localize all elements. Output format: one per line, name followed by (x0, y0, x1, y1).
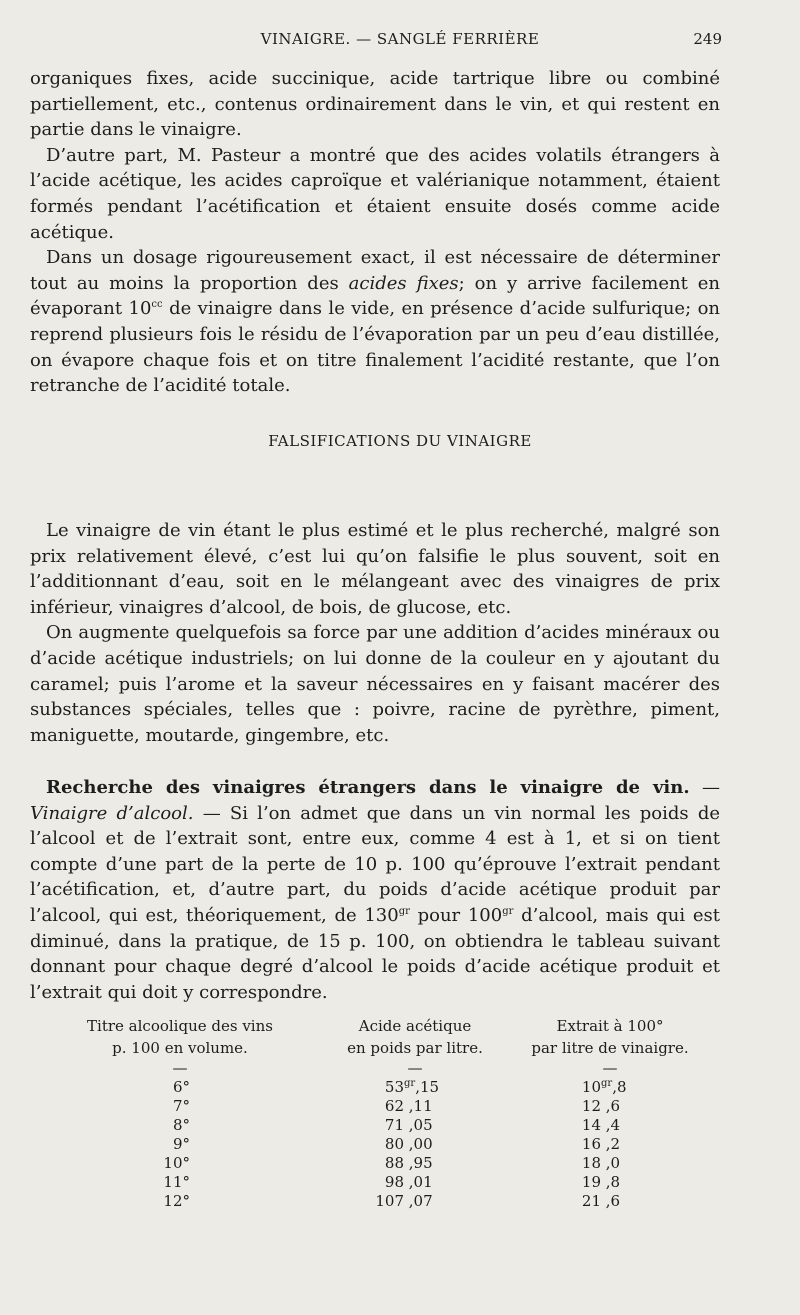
running-title: VINAIGRE. — SANGLÉ FERRIÈRE (260, 30, 540, 48)
cell-integer: 12 (581, 1097, 601, 1115)
column-header-alcohol (80, 1015, 280, 1077)
cell-extract (565, 1097, 620, 1116)
text-span: pour 100 (409, 904, 503, 926)
header-line: Titre alcoolique des vins (87, 1017, 273, 1035)
cell-decimal: ,95 (404, 1154, 433, 1172)
cell-integer: 53 (384, 1078, 404, 1096)
cell-integer: 10 (581, 1078, 601, 1096)
section-title: FALSIFICATIONS DU VINAIGRE (268, 432, 532, 450)
cell-integer: 18 (581, 1154, 601, 1172)
cell-decimal: ,0 (601, 1154, 621, 1172)
page-number: 249 (693, 30, 722, 48)
cell-acetic-acid (360, 1078, 439, 1097)
cell-extract (565, 1192, 620, 1211)
text-span: — (689, 777, 720, 798)
paragraph-dosage (30, 245, 720, 399)
header-line: Acide acétique (358, 1017, 472, 1035)
cell-acetic-acid (360, 1173, 433, 1192)
cell-decimal: ,6 (601, 1192, 621, 1210)
cell-alcohol-degree: 7° (172, 1097, 190, 1115)
cell-integer: 71 (384, 1116, 404, 1134)
intro-text (30, 66, 720, 399)
text-span: de vinaigre dans le vide, en présence d’acide sulfurique; on reprend plusieurs fois le résidu de l’évaporation par un peu d’eau distillée, on évapore chaque fois et on titre finalement l’acidité restante, que l’on retranche de l’acidité totale. (30, 298, 720, 397)
text-span: — Si l’on admet que dans un vin normal les poids de l’alcool et de l’extrait sont, entre eux, comme 4 est à 1, et si on tient compte d’une part de la perte de 10 p. 100 qu’éprouve l’extrait pendant l’acétification, et, d’autre part, du poids d’acide acétique produit par l’alcool, qui est, théoriquement, de 130 (30, 802, 720, 926)
cell-decimal: ,15 (415, 1078, 440, 1096)
cell-acetic-acid (360, 1135, 433, 1154)
paragraph-additions: On augmente quelquefois sa force par une addition d’acides minéraux ou d’acide acétique industriels; on lui donne de la couleur en y ajoutant du caramel; puis l’arome et la saveur nécessaires en y faisant macérer des substances spéciales, telles que : poivre, racine de pyrèthre, piment, maniguette, moutarde, gingembre, etc. (30, 622, 720, 746)
header-line: Extrait à 100° (556, 1017, 664, 1035)
cell-integer: 80 (384, 1135, 404, 1153)
cell-extract (565, 1173, 620, 1192)
cell-integer: 88 (384, 1154, 404, 1172)
cell-alcohol-degree: 8° (172, 1116, 190, 1134)
cell-acetic-acid (360, 1097, 433, 1116)
header-line: en poids par litre. (347, 1039, 483, 1057)
cell-decimal: ,05 (404, 1116, 433, 1134)
cell-acetic-acid (360, 1154, 433, 1173)
text-span: ; on y arrive facilement en évaporant 10 (30, 272, 720, 320)
cell-integer: 19 (581, 1173, 601, 1191)
cell-integer: 16 (581, 1135, 601, 1153)
header-dash: — (172, 1059, 188, 1077)
paragraph-pasteur: D’autre part, M. Pasteur a montré que des acides volatils étrangers à l’acide acétique, les acides caproïque et valérianique notamment, étaient formés pendant l’acétification et étaient ensuite dosés comme acide acétique. (30, 144, 720, 243)
cell-decimal: ,6 (601, 1097, 621, 1115)
italic-subheading: Vinaigre d’alcool. (30, 802, 194, 824)
cell-alcohol-degree: 6° (172, 1078, 190, 1096)
cell-decimal: ,8 (612, 1078, 627, 1096)
column-header-extract (520, 1015, 700, 1077)
falsification-text (30, 518, 720, 748)
cell-extract (565, 1154, 620, 1173)
running-header (0, 30, 800, 54)
cell-alcohol-degree: 9° (172, 1135, 190, 1153)
text-span: d’alcool, mais qui est diminué, dans la pratique, de 15 p. 100, on obtiendra le tableau suivant donnant pour chaque degré d’alcool le poids d’acide acétique produit et l’extrait qui doit y correspondre. (30, 904, 720, 1003)
column-header-acid (330, 1015, 500, 1077)
paragraph-falsification: Le vinaigre de vin étant le plus estimé et le plus recherché, malgré son prix relativement élevé, c’est lui qu’on falsifie le plus souvent, soit en l’additionnant d’eau, soit en le mélangeant avec des vinaigres de prix inférieur, vinaigres d’alcool, de bois, de glucose, etc. (30, 520, 720, 618)
cell-decimal: ,4 (601, 1116, 621, 1134)
cell-decimal: ,11 (404, 1097, 433, 1115)
cell-decimal: ,8 (601, 1173, 621, 1191)
unit-superscript: gr (404, 1078, 416, 1089)
cell-decimal: ,2 (601, 1135, 621, 1153)
unit-superscript: gr (502, 905, 514, 917)
cell-acetic-acid (360, 1116, 433, 1135)
cell-decimal: ,07 (404, 1192, 433, 1210)
cell-decimal: ,01 (404, 1173, 433, 1191)
cell-integer: 14 (581, 1116, 601, 1134)
cell-integer: 107 (375, 1192, 404, 1210)
italic-term: acides fixes (348, 272, 459, 294)
text-span: Dans un dosage rigoureusement exact, il est nécessaire de déterminer tout au moins la proportion des (30, 247, 720, 294)
paragraph-continuation: organiques fixes, acide succinique, acide tartrique libre ou combiné partiellement, etc., contenus ordinairement dans le vin, et qui restent en partie dans le vinaigre. (30, 68, 720, 141)
cell-alcohol-degree: 10° (163, 1154, 190, 1172)
subheading: Recherche des vinaigres étrangers dans le vinaigre de vin. (46, 777, 690, 798)
cell-extract (565, 1116, 620, 1135)
unit-superscript: gr (398, 905, 410, 917)
cell-integer: 98 (384, 1173, 404, 1191)
header-line: p. 100 en volume. (112, 1039, 248, 1057)
cell-alcohol-degree: 12° (163, 1192, 190, 1210)
header-dash: — (602, 1059, 618, 1077)
cell-decimal: ,00 (404, 1135, 433, 1153)
cell-extract (565, 1135, 620, 1154)
research-text (30, 775, 720, 1005)
unit-superscript: gr (601, 1078, 613, 1089)
cell-alcohol-degree: 11° (163, 1173, 190, 1191)
unit-superscript: cc (151, 299, 163, 311)
cell-acetic-acid (360, 1192, 433, 1211)
paragraph-research (30, 775, 720, 1005)
header-line: par litre de vinaigre. (531, 1039, 689, 1057)
cell-extract (565, 1078, 627, 1097)
header-dash: — (407, 1059, 423, 1077)
cell-integer: 21 (581, 1192, 601, 1210)
cell-integer: 62 (384, 1097, 404, 1115)
